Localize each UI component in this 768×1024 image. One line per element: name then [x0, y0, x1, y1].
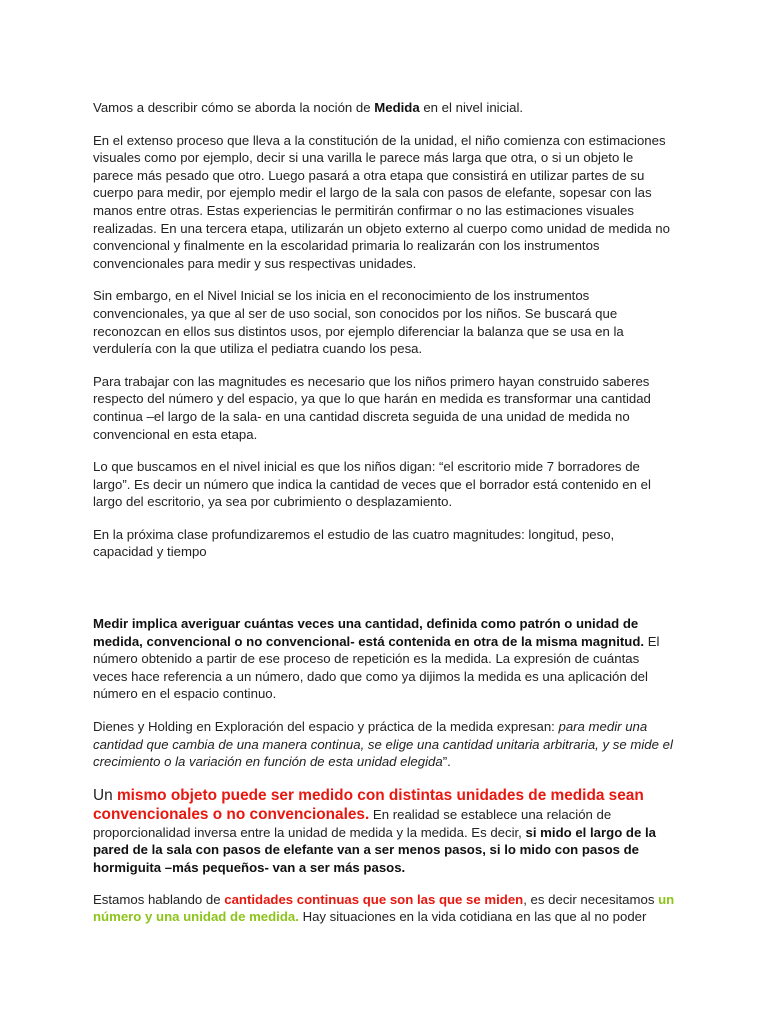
continuous-paragraph: [93, 891, 676, 926]
definition-paragraph: [93, 615, 676, 703]
quote-end: ”.: [442, 754, 451, 770]
magnitudes-paragraph: Para trabajar con las magnitudes es necesario que los niños primero hayan construido saberes respecto del número y del espacio, ya que lo que harán en medida es transformar una cantidad continua –el largo de la sala- en una cantidad discreta seguida de una unidad de medida no convencional en esta etapa.: [93, 373, 651, 442]
intro-text: Vamos a describir cómo se aborda la noción de: [93, 100, 375, 115]
units-bold: si mido el largo de la pared de la sala con pasos de elefante van a ser menos pasos, si lo mido con pasos de hormiguita –más pequeños- van a ser más pasos.: [93, 824, 656, 875]
quote-intro: Dienes y Holding en Exploración del espacio y práctica de la medida expresan:: [93, 719, 559, 735]
definition-text: El número obtenido a partir de ese proceso de repetición es la medida. La expresión de cuántas veces hace referencia a un número, dado que como ya dijimos la medida es una aplicación del número en el espacio continuo.: [93, 633, 660, 702]
continuous-green-highlight: un número y una unidad de medida.: [93, 891, 675, 925]
units-un: Un: [93, 786, 117, 804]
units-text: En realidad se establece una relación de proporcionalidad inversa entre la unidad de medida y la medida. Es decir,: [93, 806, 612, 840]
instruments-paragraph: Sin embargo, en el Nivel Inicial se los inicia en el reconocimiento de los instrumentos convencionales, ya que al ser de uso social, son conocidos por los niños. Se buscará que reconozcan en ellos sus distintos usos, por ejemplo diferenciar la balanza que se usa en la verdulería con la que utiliza el pediatra cuando los pesa.: [93, 288, 624, 357]
quote-paragraph: [93, 718, 676, 771]
definition-bold: Medir implica averiguar cuántas veces una cantidad, definida como patrón o unidad de medida, convencional o no convencional- está contenida en otra de la misma magnitud.: [93, 616, 645, 649]
continuous-text-end: Hay situaciones en la vida cotidiana en las que al no poder: [298, 909, 647, 925]
stages-paragraph: En el extenso proceso que lleva a la constitución de la unidad, el niño comienza con estimaciones visuales como por ejemplo, decir si una varilla le parece más larga que otra, o si un objeto le parece más pesado que otro. Luego pasará a otra etapa que consistirá en utilizar partes de su cuerpo para medir, por ejemplo medir el largo de la sala con pasos de elefante, sopesar con las manos entre otras. Estas experiencias le permitirán confirmar o no las estimaciones visuales realizadas. En una tercera etapa, utilizarán un objeto externo al cuerpo como unidad de medida no convencional y finalmente en la escolaridad primaria lo realizarán con los instrumentos convencionales para medir y sus respectivas unidades.: [93, 132, 670, 271]
continuous-red-highlight: cantidades continuas que son las que se miden: [224, 891, 524, 907]
units-red-highlight: mismo objeto puede ser medido con distintas unidades de medida sean convencionales o no convencionales.: [93, 786, 644, 823]
intro-bold-medida: Medida: [374, 100, 420, 115]
intro-paragraph: [93, 99, 676, 117]
intro-text-end: en el nivel inicial.: [419, 100, 524, 115]
continuous-intro: Estamos hablando de: [93, 891, 225, 907]
quote-italic: para medir una cantidad que cambia de una manera continua, se elige una cantidad unitaria arbitraria, y se mide el crecimiento o la variación en función de esta unidad elegida: [93, 719, 673, 770]
next-class-paragraph: En la próxima clase profundizaremos el estudio de las cuatro magnitudes: longitud, peso, capacidad y tiempo: [93, 526, 615, 560]
example-paragraph: Lo que buscamos en el nivel inicial es que los niños digan: “el escritorio mide 7 borradores de largo”. Es decir un número que indica la cantidad de veces que el borrador está contenido en el largo del escritorio, ya sea por cubrimiento o desplazamiento.: [93, 459, 651, 510]
continuous-text: , es decir necesitamos: [523, 891, 659, 907]
units-paragraph: [93, 786, 676, 877]
